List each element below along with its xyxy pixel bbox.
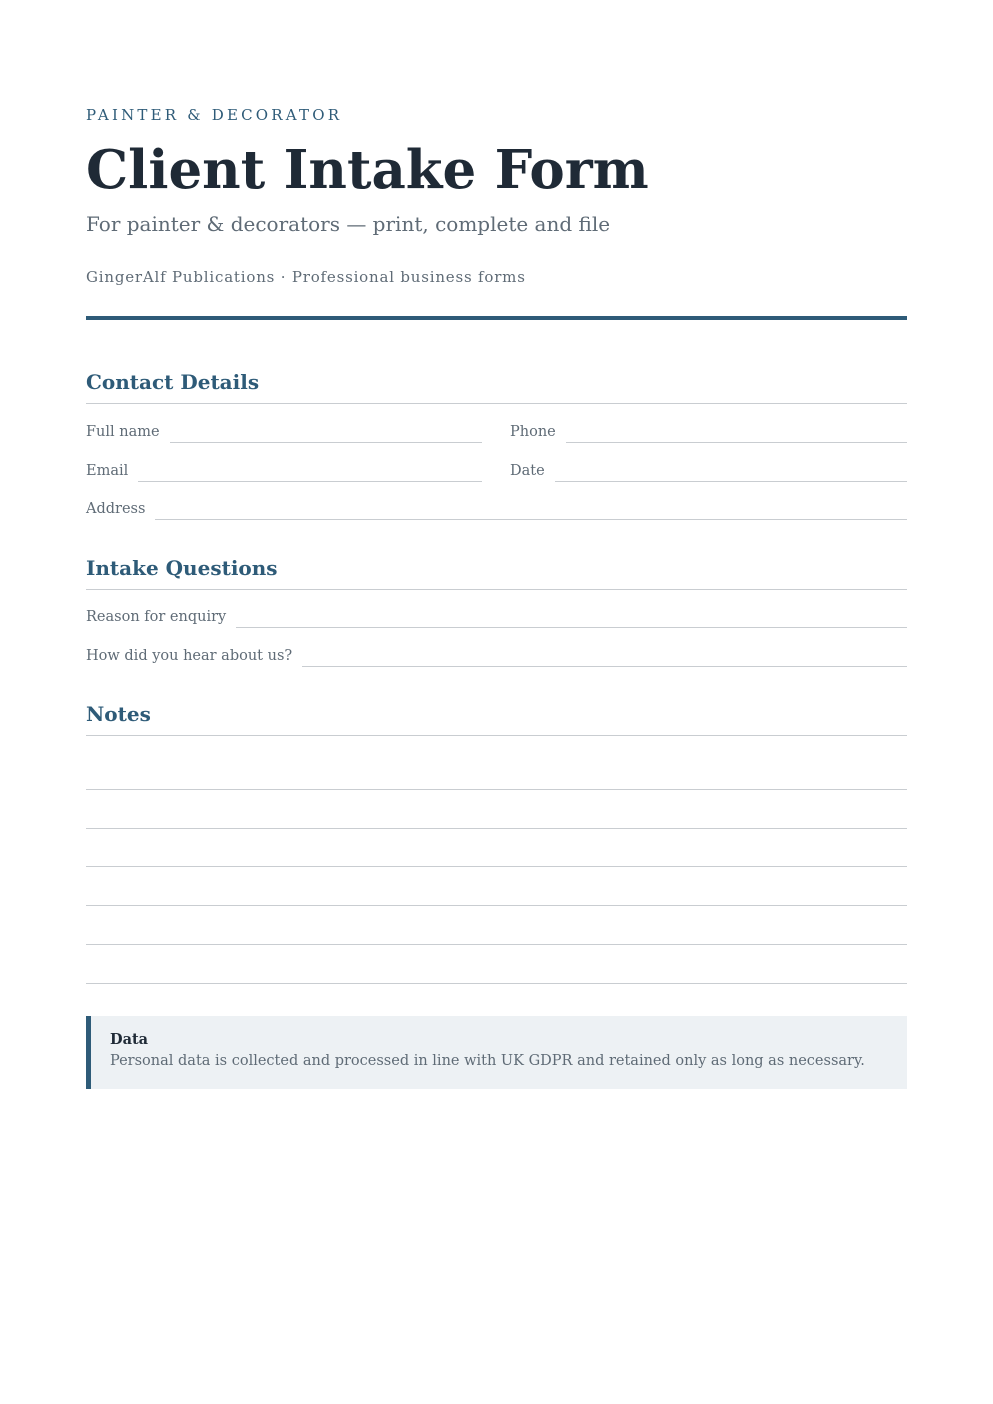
address-field[interactable] — [86, 498, 907, 520]
referral-source-label: How did you hear about us? — [86, 648, 293, 664]
reason-label: Reason for enquiry — [86, 609, 227, 625]
address-label: Address — [86, 501, 146, 517]
email-input-line[interactable] — [138, 481, 482, 482]
phone-input-line[interactable] — [566, 442, 907, 443]
phone-label: Phone — [510, 424, 556, 440]
notes-line[interactable] — [86, 983, 907, 984]
referral-source-field[interactable] — [86, 645, 907, 667]
notes-line[interactable] — [86, 789, 907, 790]
email-label: Email — [86, 463, 129, 479]
notes-line[interactable] — [86, 905, 907, 906]
section-title-contact: Contact Details — [86, 370, 260, 394]
phone-field[interactable] — [510, 421, 907, 443]
referral-source-input-line[interactable] — [302, 666, 907, 667]
address-input-line[interactable] — [155, 519, 907, 520]
publisher-line: GingerAlf Publications · Professional business forms — [86, 268, 526, 286]
data-protection-callout — [86, 1016, 907, 1089]
full-name-input-line[interactable] — [170, 442, 482, 443]
full-name-field[interactable] — [86, 421, 482, 443]
date-field[interactable] — [510, 460, 907, 482]
section-title-intake: Intake Questions — [86, 556, 278, 580]
notes-line[interactable] — [86, 828, 907, 829]
reason-field[interactable] — [86, 606, 907, 628]
email-field[interactable] — [86, 460, 482, 482]
section-title-notes: Notes — [86, 702, 151, 726]
callout-body: Personal data is collected and processed in line with UK GDPR and retained only as long as necessary. — [110, 1053, 865, 1069]
page-subtitle: For painter & decorators — print, complete and file — [86, 212, 611, 236]
section-divider-contact — [86, 403, 907, 404]
form-kicker: PAINTER & DECORATOR — [86, 106, 343, 124]
header-divider — [86, 316, 907, 320]
date-label: Date — [510, 463, 545, 479]
full-name-label: Full name — [86, 424, 160, 440]
notes-line[interactable] — [86, 866, 907, 867]
reason-input-line[interactable] — [236, 627, 907, 628]
section-divider-notes — [86, 735, 907, 736]
notes-line[interactable] — [86, 944, 907, 945]
section-divider-intake — [86, 589, 907, 590]
page-title: Client Intake Form — [86, 139, 649, 201]
date-input-line[interactable] — [555, 481, 907, 482]
callout-title: Data — [110, 1031, 149, 1048]
